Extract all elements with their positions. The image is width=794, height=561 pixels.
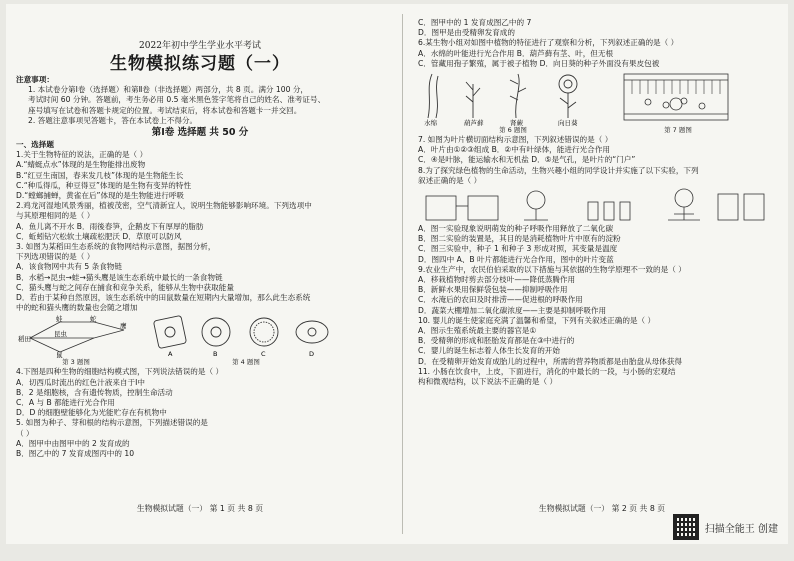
- text-line: A．水绵的叶能进行光合作用 B．葫芦藓有茎、叶，但无根: [418, 48, 614, 58]
- text-line: B．水稻→昆虫→蛙→猫头鹰是该生态系统中最长的一条食物链: [16, 272, 223, 282]
- cell-label: A: [168, 350, 173, 359]
- text-line: A．图一实验现象说明萌发的种子呼吸作用释放了二氧化碳: [418, 224, 614, 234]
- text-line: D．若由于某种自然原因，该生态系统中的田鼠数量在短期内大量增加，那么此生态系统: [16, 293, 311, 303]
- section-title: 第Ⅰ卷 选择题 共 50 分: [151, 127, 249, 139]
- page-footer-right: 生物模拟试题（一） 第 2 页 共 8 页: [538, 504, 666, 513]
- text-line: A.“蜻蜓点水”体现的是生物能排出废物: [16, 160, 146, 170]
- text-line: A．移栽植物时剪去部分枝叶——降低蒸腾作用: [418, 275, 576, 285]
- cell-diagrams: [146, 314, 346, 358]
- text-line: C．蚯蚓钻穴松软土壤疏松肥沃 D．草原可以防风: [16, 231, 182, 241]
- page-footer-left: 生物模拟试题（一） 第 1 页 共 8 页: [136, 504, 264, 513]
- question-block-right-b: [418, 135, 786, 186]
- food-web-node: 稻田: [18, 335, 31, 344]
- text-line: A．图示生殖系统最主要的器官是①: [418, 326, 537, 336]
- plant-drawings: [418, 70, 608, 126]
- cell-label: D: [309, 350, 315, 359]
- figure-q6: [418, 70, 608, 134]
- question-block-left-a: [16, 150, 384, 313]
- text-line: （ ）: [16, 428, 34, 438]
- food-web-node: 蛇: [90, 315, 97, 324]
- fig3-caption: 第 3 题图: [62, 358, 90, 367]
- text-line: D．图甲是由受精卵发育成的: [418, 28, 515, 38]
- text-line: B．受精卵的形成和胚胎发育都是在③中进行的: [418, 336, 575, 346]
- figure-q8: [418, 186, 786, 224]
- plant-label: 水绵: [424, 119, 437, 127]
- qr-code-icon: [673, 514, 699, 540]
- text-line: 考试时间 60 分钟。答题前，考生务必用 0.5 毫米黑色签字笔将自己的姓名、准考证号、: [28, 95, 326, 105]
- text-line: C．水淹后的农田及时排涝——促进根的呼吸作用: [418, 295, 583, 305]
- text-line: 2. 答题注意事项见答题卡，答在本试卷上不得分。: [28, 115, 198, 125]
- text-line: C．婴儿的诞生标志着人体生长发育的开始: [418, 346, 560, 356]
- question-block-right-c: [418, 224, 786, 387]
- food-web-node: 昆虫: [54, 330, 67, 339]
- text-line: 1.关于生物特征的说法，正确的是（ ）: [16, 150, 148, 160]
- fig7-caption: 第 7 题图: [664, 126, 692, 135]
- text-line: D．图四中 A、B 叶片都能进行光合作用，图中的叶片变蓝: [418, 254, 614, 264]
- text-line: B．新鲜水果用保鲜袋包装——抑制呼吸作用: [418, 285, 568, 295]
- text-line: 7. 如图为叶片横切面结构示意图，下列叙述错误的是（ ）: [418, 135, 613, 145]
- text-line: 1. 本试卷分第Ⅰ卷（选择题）和第Ⅱ卷（非选择题）两部分，共 8 页。满分 100 分，: [28, 85, 309, 95]
- text-line: A．叶片由①②③组成 B．②中有叶绿体，能进行光合作用: [418, 145, 610, 155]
- text-line: 座号填写在试卷和答题卡规定的位置。考试结束后，将本试卷和答题卡一并交回。: [28, 105, 302, 115]
- text-line: B．2 是细胞核，含有遗传物质，控制生命活动: [16, 387, 173, 397]
- text-line: C．猫头鹰与蛇之间存在捕食和竞争关系，能够从生物中获取能量: [16, 282, 234, 292]
- text-line: C．管藏用孢子繁殖，属于被子植物 D．向日葵的种子外面没有果皮包被: [418, 58, 660, 68]
- page-left: [16, 18, 384, 518]
- food-web-node: 蛙: [56, 315, 63, 324]
- text-line: 与其原理相同的是（ ）: [16, 211, 95, 221]
- text-line: D．D 的细胞壁能够化为光能贮存在有机物中: [16, 408, 167, 418]
- text-line: 8.为了探究绿色植物的生命活动，生物兴趣小组的同学设计并实施了以下实验，下列: [418, 165, 699, 175]
- fig4-caption: 第 4 题图: [232, 358, 260, 367]
- text-line: C.“种瓜得瓜，种豆得豆”体现的是生物有变异的特性: [16, 180, 192, 190]
- text-line: C．图甲中的 1 发育成图乙中的 7: [418, 18, 532, 27]
- text-line: B．图二实验的装置是，其目的是消耗植物叶片中原有的淀粉: [418, 234, 621, 244]
- plant-label: 葫芦藓: [464, 119, 484, 127]
- text-line: 下列选项错误的是（ ）: [16, 252, 95, 262]
- notice-title: 注意事项：: [16, 75, 54, 84]
- notice-block: [16, 85, 384, 126]
- page-right: [418, 18, 786, 518]
- food-web-node: 鼠: [56, 351, 63, 359]
- text-line: 构和微观结构，以下说法不正确的是（ ）: [418, 377, 558, 387]
- text-line: A．图甲中由图甲中的 2 发育成的: [16, 438, 130, 448]
- text-line: C．A 与 B 都能进行光合作用: [16, 398, 115, 408]
- text-line: D．蔬菜大棚增加二氧化碳浓度——主要是抑制呼吸作用: [418, 305, 607, 315]
- text-line: 10. 婴儿的诞生使家庭充满了温馨和希望，下列有关叙述正确的是（ ）: [418, 315, 656, 325]
- scanner-watermark: [673, 514, 778, 540]
- exam-header: 2022年初中学生学业水平考试: [139, 41, 261, 51]
- exam-title: 生物模拟练习题（一）: [110, 54, 290, 74]
- text-line: D.“螳螂捕蝉，黄雀在后”体现的是生物能进行呼吸: [16, 191, 185, 201]
- text-line: A．鱼儿离不开水 B．雨後春笋，企鹅皮下有厚厚的脂肪: [16, 221, 204, 231]
- text-line: 叙述正确的是（ ）: [418, 175, 482, 185]
- text-line: 5. 如图为种子、芽和根的结构示意图，下列描述错误的是: [16, 418, 208, 428]
- scanned-sheet: [6, 4, 788, 544]
- text-line: A．切西瓜时流出的红色汁液来自于Ⅰ中: [16, 377, 145, 387]
- cell-label: C: [261, 350, 266, 359]
- text-line: A．该食物网中共有 5 条食物链: [16, 262, 122, 272]
- text-line: B．图乙中的 7 发育成图丙中的 10: [16, 449, 135, 459]
- food-web-node: 鹰: [120, 322, 127, 331]
- figure-q4: [146, 314, 346, 366]
- plant-label: 肾蕨: [510, 119, 523, 127]
- text-line: 2.鸡龙河湿地风景秀丽，植被茂密，空气清新宜人，说明生物能够影响环境。下列选项中: [16, 201, 312, 211]
- text-line: 6.某生物小组对如图中植物的特征进行了观察和分析，下列叙述正确的是（ ）: [418, 38, 679, 48]
- food-web-diagram: [16, 314, 136, 358]
- page-divider: [402, 14, 403, 534]
- text-line: C．图三实验中，种子 1 和种子 3 形成对照，其变量是温度: [418, 244, 618, 254]
- plant-label: 向日葵: [558, 119, 578, 127]
- text-line: 4.下图是四种生物的细胞结构模式图，下列说法错误的是（ ）: [16, 367, 224, 377]
- question-block-right-a: [418, 18, 786, 69]
- figure-q7: [618, 70, 738, 134]
- text-line: C．④是叶脉，能运输水和无机盐 D．⑤是气孔，是叶片的“门户”: [418, 155, 636, 165]
- figures-q3-q4: [16, 314, 384, 366]
- leaf-cross-section: [618, 70, 738, 126]
- text-line: 中的蛇和猫头鹰的数量也会随之增加: [16, 303, 138, 313]
- scanner-label: 扫描全能王 创建: [704, 523, 778, 535]
- experiment-setups: [418, 186, 778, 224]
- text-line: 11. 小肠在饮食中，上皮，下面进行，消化的中最长的一段，与小肠的宏观结: [418, 366, 676, 376]
- fig6-caption: 第 6 题图: [499, 126, 527, 135]
- text-line: B.“红豆生南国，春来发几枝”体现的是生物能生长: [16, 170, 184, 180]
- cell-label: B: [213, 350, 218, 359]
- text-line: 9.农业生产中，农民伯伯采取的以下措施与其依据的生物学原理不一致的是（ ）: [418, 264, 686, 274]
- text-line: D．在受精卵开始发育成胎儿的过程中，所需的营养物质都是由胎盘从母体获得: [418, 356, 683, 366]
- part-title: 一、选择题: [16, 140, 54, 150]
- figures-q6-q7: [418, 70, 786, 134]
- figure-q3: [16, 314, 136, 366]
- text-line: 3. 如图为某稻田生态系统的食物网结构示意图，据图分析，: [16, 242, 216, 252]
- question-block-left-b: [16, 367, 384, 459]
